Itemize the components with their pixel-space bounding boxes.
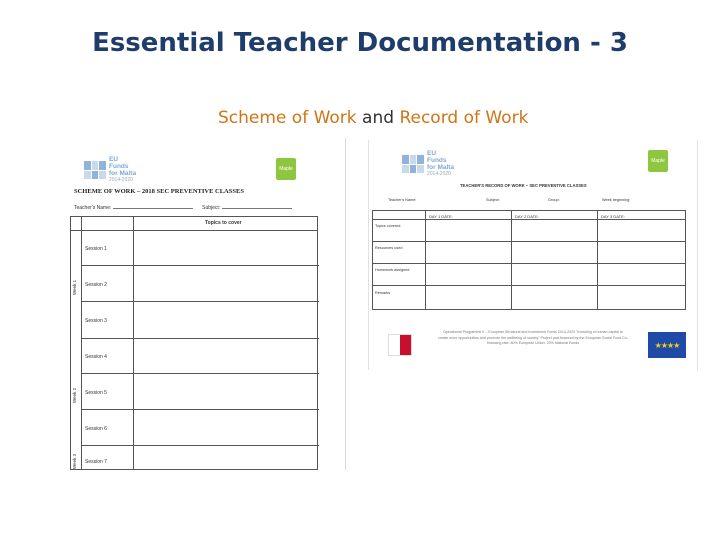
session-label: Session 1 bbox=[85, 246, 107, 252]
record-col-header: DAY 3 DATE: bbox=[601, 214, 625, 219]
record-group-label: Group: bbox=[548, 198, 560, 202]
malta-flag-icon bbox=[388, 334, 412, 356]
session-label: Session 3 bbox=[85, 318, 107, 324]
subject-line bbox=[222, 208, 292, 209]
maple-badge: Maple bbox=[276, 158, 296, 180]
table-row bbox=[81, 302, 319, 339]
eu-funds-logo-text: EU Funds for Malta bbox=[427, 150, 455, 171]
funding-footer bbox=[372, 326, 688, 366]
subtitle-scheme-of-work: Scheme of Work bbox=[218, 108, 357, 128]
table-row bbox=[81, 446, 319, 471]
scheme-table bbox=[70, 216, 318, 470]
topics-header: Topics to cover bbox=[205, 220, 242, 226]
record-teacher-label: Teacher's Name: bbox=[388, 198, 417, 202]
record-col-header: DAY 1 DATE: bbox=[429, 214, 453, 219]
record-row-label: Homework assigned bbox=[375, 268, 410, 272]
table-row bbox=[81, 374, 319, 410]
table-row bbox=[81, 266, 319, 302]
table-row bbox=[81, 339, 319, 374]
eu-funds-logo bbox=[402, 150, 455, 178]
subject-label: Subject: bbox=[202, 205, 221, 211]
record-row-label: Remarks bbox=[375, 291, 391, 295]
eu-funds-years: 2014-2020 bbox=[427, 171, 451, 177]
scheme-fields bbox=[74, 205, 300, 211]
week-label: Week 1 bbox=[72, 279, 77, 295]
eu-funds-mark-icon bbox=[84, 161, 106, 179]
eu-funds-mark-icon bbox=[402, 155, 424, 173]
subtitle-record-of-work: Record of Work bbox=[399, 108, 529, 128]
record-week-label: Week beginning: bbox=[602, 198, 631, 202]
record-col-header: DAY 2 DATE: bbox=[515, 214, 539, 219]
record-row-label: Resources used bbox=[375, 246, 403, 250]
eu-funds-years: 2014-2020 bbox=[109, 177, 133, 183]
eu-funds-logo bbox=[84, 156, 137, 184]
record-row-label: Topics covered bbox=[375, 224, 401, 228]
table-row bbox=[81, 231, 319, 266]
maple-badge: Maple bbox=[648, 150, 668, 172]
scheme-heading: SCHEME OF WORK – 2018 SEC PREVENTIVE CLASSES bbox=[74, 188, 244, 195]
session-label: Session 5 bbox=[85, 390, 107, 396]
record-table bbox=[372, 210, 686, 310]
session-label: Session 4 bbox=[85, 354, 107, 360]
session-label: Session 2 bbox=[85, 282, 107, 288]
funding-footer-text: Operational Programme II – European Structural and Investment Funds 2014-2020 "Investing in human capital to create more opportunities and promote the wellbeing of society" Project part-financed by the European Social Fund Co-financing rate: 80% European Union; 20% National Funds bbox=[438, 330, 628, 345]
eu-funds-logo-text: EU Funds for Malta bbox=[109, 156, 137, 177]
teacher-name-label: Teacher's Name: bbox=[74, 205, 112, 211]
week-label: Week 3 bbox=[72, 453, 77, 469]
session-label: Session 6 bbox=[85, 426, 107, 432]
subtitle-joiner: and bbox=[356, 108, 400, 128]
session-label: Session 7 bbox=[85, 459, 107, 465]
teacher-name-line bbox=[113, 208, 193, 209]
week-label: Week 2 bbox=[72, 387, 77, 403]
record-subject-label: Subject: bbox=[486, 198, 500, 202]
eu-flag-icon: ★★★★ bbox=[648, 332, 686, 358]
record-heading: TEACHER'S RECORD OF WORK – SEC PREVENTIVE CLASSES bbox=[460, 183, 587, 188]
table-row bbox=[81, 410, 319, 446]
subtitle bbox=[218, 108, 528, 128]
page-title: Essential Teacher Documentation - 3 bbox=[92, 28, 628, 58]
